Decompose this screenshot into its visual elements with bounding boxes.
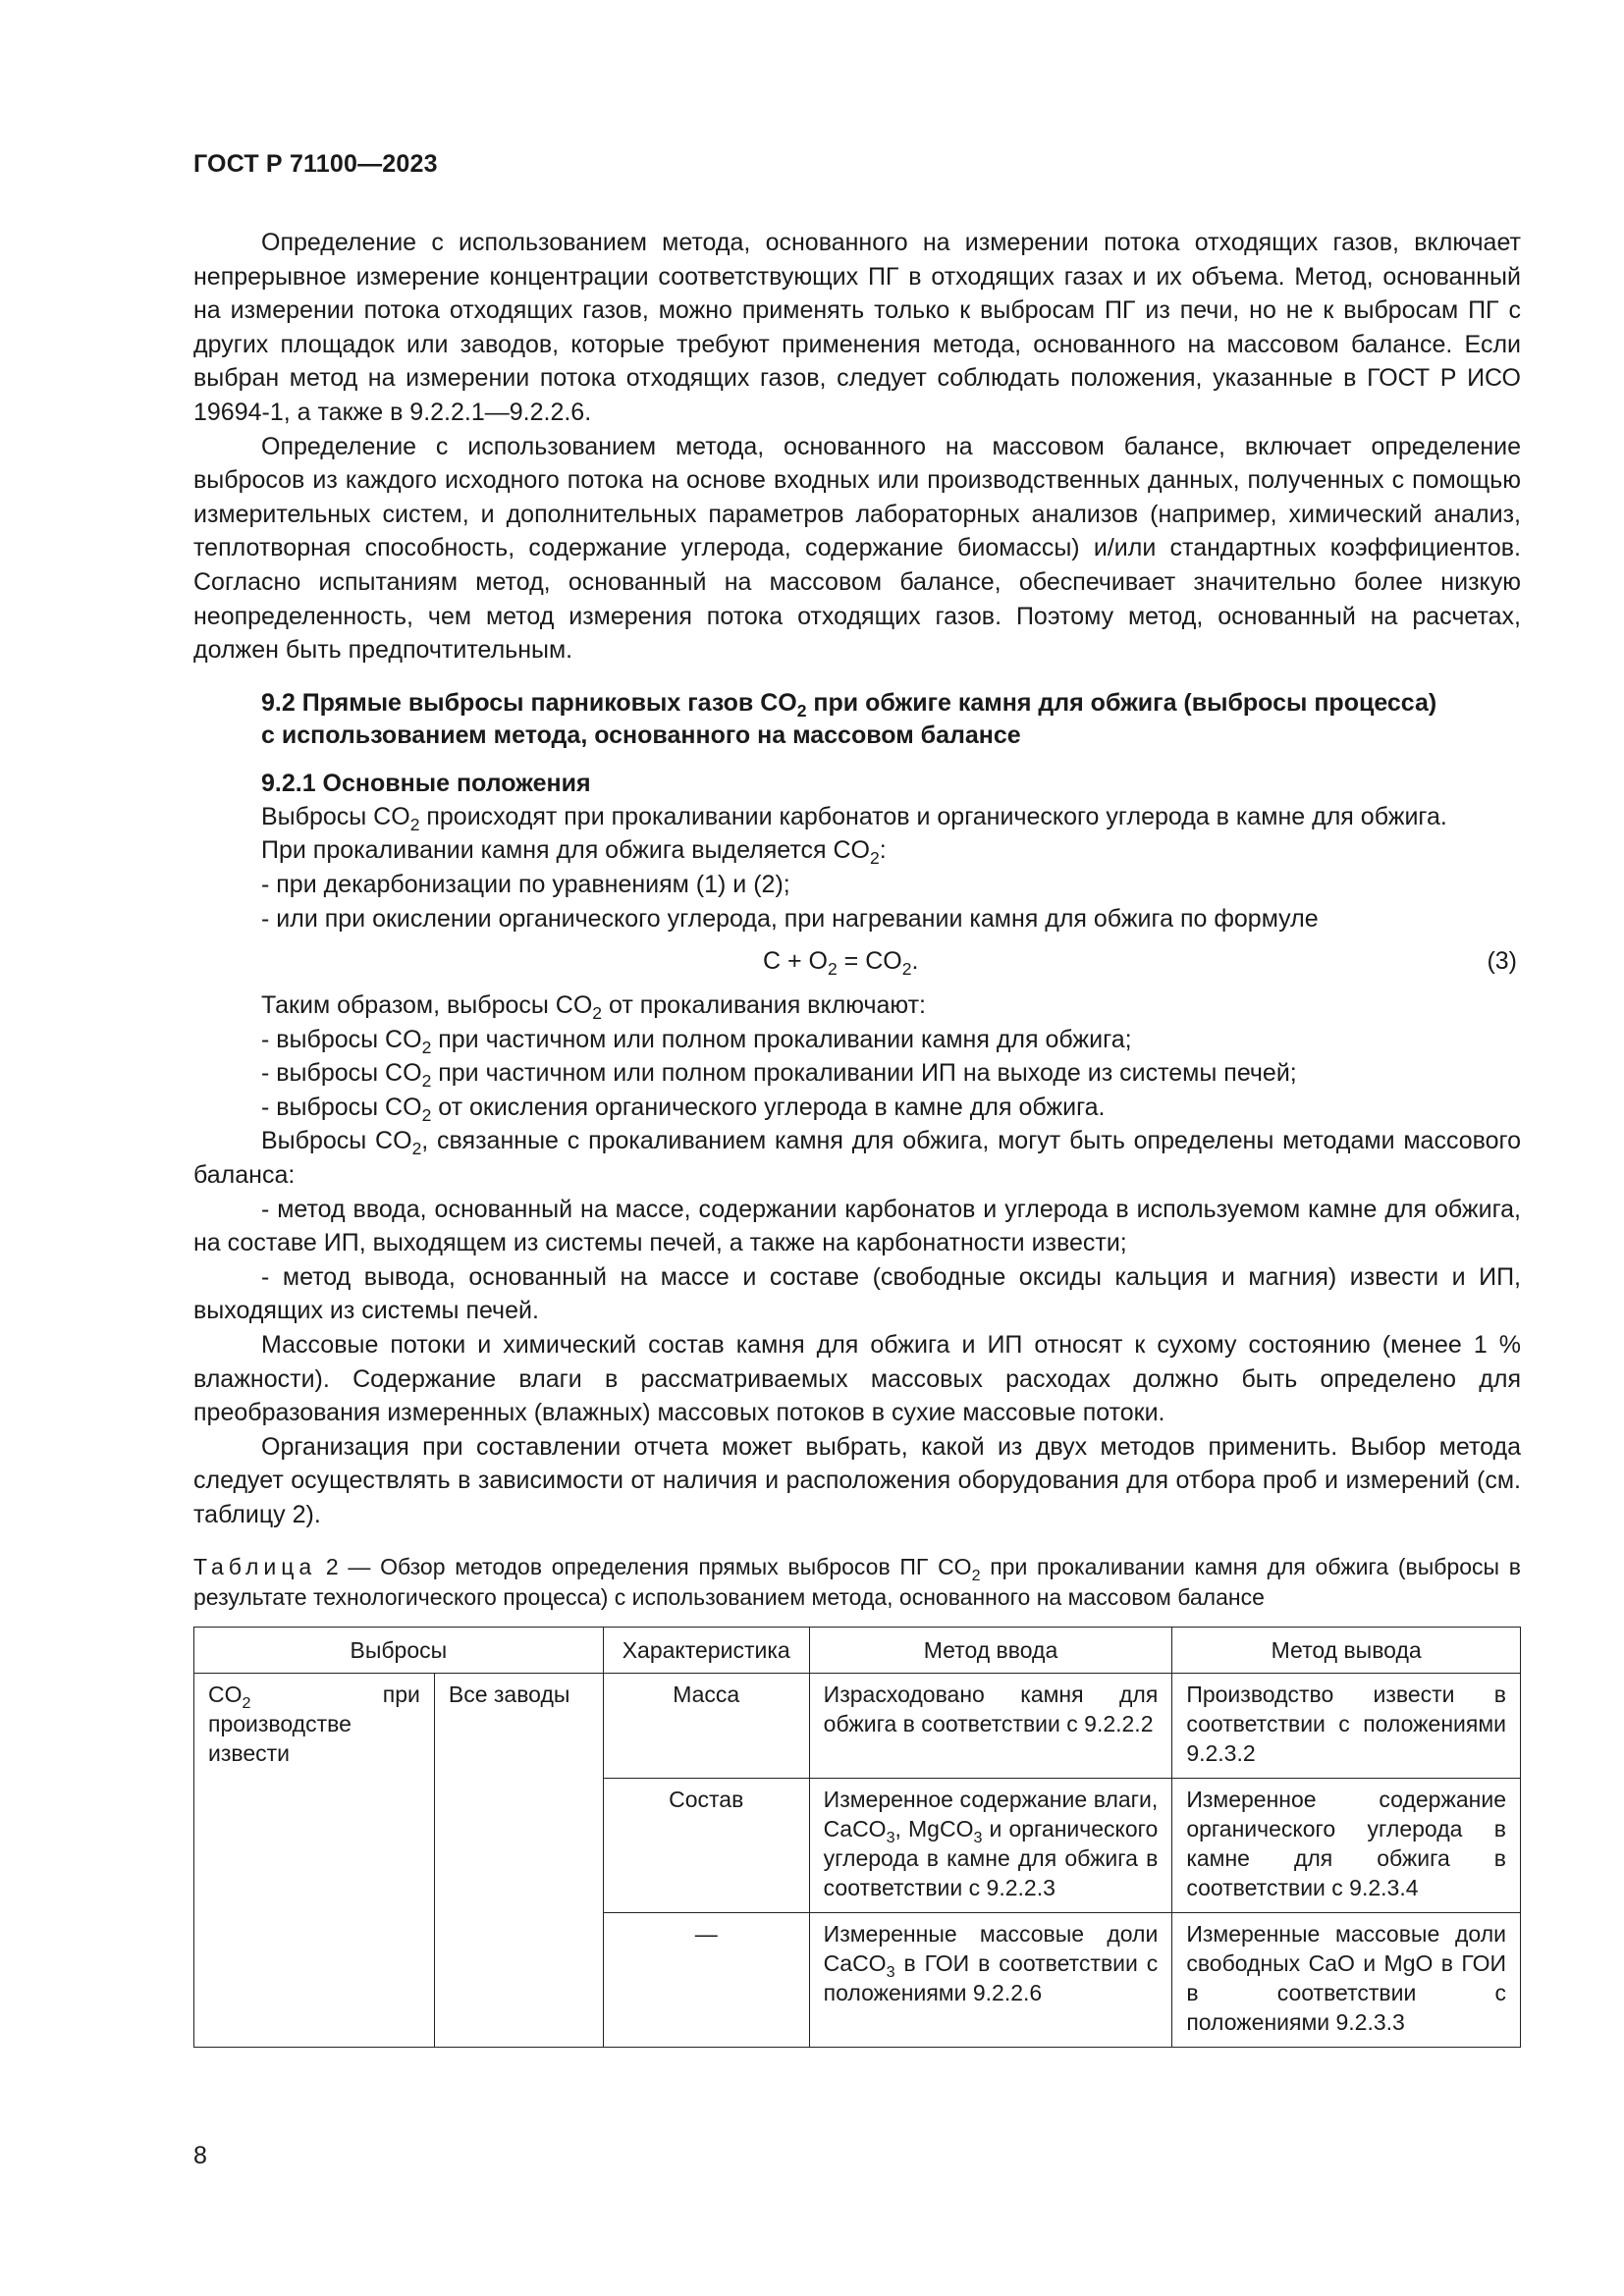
cell-emission-type: $CO_2$ при производстве извести	[194, 1673, 435, 2047]
list-item: - при декарбонизации по уравнениям (1) и (2);	[261, 870, 790, 898]
table-row	[194, 1673, 1521, 1778]
cell-characteristic: Состав	[603, 1778, 809, 1912]
cell-characteristic: Масса	[603, 1673, 809, 1778]
paragraph-co2-sources: Выбросы $CO_2$ происходят при прокаливании карбонатов и органического углерода в камне для обжига.	[261, 802, 1447, 834]
header-emissions: Выбросы	[194, 1627, 604, 1673]
header-input-method: Метод ввода	[809, 1627, 1172, 1673]
cell-input-method: Измеренные массовые доли CaCO$_3$ в ГОИ в соответствии с положениями 9.2.2.6	[809, 1912, 1172, 2047]
document-body	[193, 226, 1521, 2048]
cell-input-method: Израсходовано камня для обжига в соответствии с 9.2.2.2	[809, 1673, 1172, 1778]
document-header: ГОСТ Р 71100—2023	[193, 150, 438, 178]
paragraph-calcination-emissions: Таким образом, выбросы $CO_2$ от прокаливания включают:	[261, 991, 926, 1024]
cell-input-method: Измеренное содержание влаги, CaCO$_3$, MgCO$_3$ и органического углерода в камне для обжига в соответствии с 9.2.2.3	[809, 1778, 1172, 1912]
list-item: - выбросы $CO_2$ при частичном или полном прокаливании ИП на выходе из системы печей;	[261, 1059, 1297, 1092]
formula-number: (3)	[1487, 947, 1517, 976]
formula-expression: $C + O_2 = CO_2$.	[763, 947, 919, 980]
paragraph-mass-balance-method: Определение с использованием метода, основанного на массовом балансе, включает определение выбросов из каждого исходного потока на основе входных или производственных данных, полученных с помощью измерительных систем, и дополнительных параметров лабораторных анализов (например, химический анализ, теплотворная способность, содержание углерода, содержание биомассы) и/или стандартных коэффициентов. Согласно испытаниям метод, основанный на массовом балансе, обеспечивает значительно более низкую неопределенность, чем метод измерения потока отходящих газов. Поэтому метод, основанный на расчетах, должен быть предпочтительным.	[193, 432, 1521, 665]
list-item: - или при окислении органического углерода, при нагревании камня для обжига по формуле	[261, 904, 1319, 933]
header-output-method: Метод вывода	[1172, 1627, 1521, 1673]
methods-table	[193, 1627, 1521, 2048]
paragraph-mass-balance-methods: Выбросы $CO_2$, связанные с прокаливанием камня для обжига, могут быть определены методами массового баланса:	[193, 1127, 1522, 1190]
list-item: - выбросы $CO_2$ при частичном или полном прокаливании камня для обжига;	[261, 1025, 1132, 1057]
cell-output-method: Измеренное содержание органического углерода в камне для обжига в соответствии с 9.2.3.4	[1172, 1778, 1521, 1912]
paragraph-method-choice: Организация при составлении отчета может выбрать, какой из двух методов применить. Выбор метода следует осуществлять в зависимости от наличия и расположения оборудования для отбора проб и измерений (см. таблицу 2).	[193, 1432, 1521, 1528]
table-caption: Таблица 2 — Обзор методов определения прямых выбросов ПГ $CO_2$ при прокаливании камня для обжига (выбросы в результате технологического процесса) с использованием метода, основанного на массовом балансе	[193, 1553, 1521, 1610]
cell-characteristic: —	[603, 1912, 809, 2047]
list-item: - выбросы $CO_2$ от окисления органического углерода в камне для обжига.	[261, 1093, 1106, 1125]
formula-3	[193, 937, 1521, 985]
list-item: - метод вывода, основанный на массе и составе (свободные оксиды кальция и магния) извести и ИП, выходящих из системы печей.	[193, 1262, 1521, 1325]
list-item: - метод ввода, основанный на массе, содержании карбонатов и углерода в используемом камне для обжига, на составе ИП, выходящем из системы печей, а также на карбонатности извести;	[193, 1195, 1521, 1257]
paragraph-flue-gas-method: Определение с использованием метода, основанного на измерении потока отходящих газов, включает непрерывное измерение концентрации соответствующих ПГ в отходящих газах и их объема. Метод, основанный на измерении потока отходящих газов, можно применять только к выбросам ПГ из печи, но не к выбросам ПГ с других площадок или заводов, которые требуют применения метода, основанного на массовом балансе. Если выбран метод на измерении потока отходящих газов, следует соблюдать положения, указанные в ГОСТ Р ИСО 19694-1, а также в 9.2.2.1—9.2.2.6.	[193, 229, 1521, 426]
section-heading-9-2-1: 9.2.1 Основные положения	[261, 769, 591, 797]
cell-output-method: Измеренные массовые доли свободных CaO и MgO в ГОИ в соответствии с положениями 9.2.3.3	[1172, 1912, 1521, 2047]
page-number: 8	[193, 2142, 207, 2169]
header-characteristic: Характеристика	[603, 1627, 809, 1673]
paragraph-co2-release: При прокаливании камня для обжига выделяется $CO_2$:	[261, 836, 887, 869]
section-heading-9-2: 9.2 Прямые выбросы парниковых газов $CO_2$ при обжиге камня для обжига (выбросы процесса) с использованием метода, основанного на массовом балансе	[261, 688, 1437, 749]
cell-plants: Все заводы	[434, 1673, 603, 2047]
cell-output-method: Производство извести в соответствии с положениями 9.2.3.2	[1172, 1673, 1521, 1778]
table-header-row	[194, 1627, 1521, 1673]
paragraph-mass-flows: Массовые потоки и химический состав камня для обжига и ИП относят к сухому состоянию (менее 1 % влажности). Содержание влаги в рассматриваемых массовых расходах должно быть определено для преобразования измеренных (влажных) массовых потоков в сухие массовые потоки.	[193, 1331, 1521, 1427]
